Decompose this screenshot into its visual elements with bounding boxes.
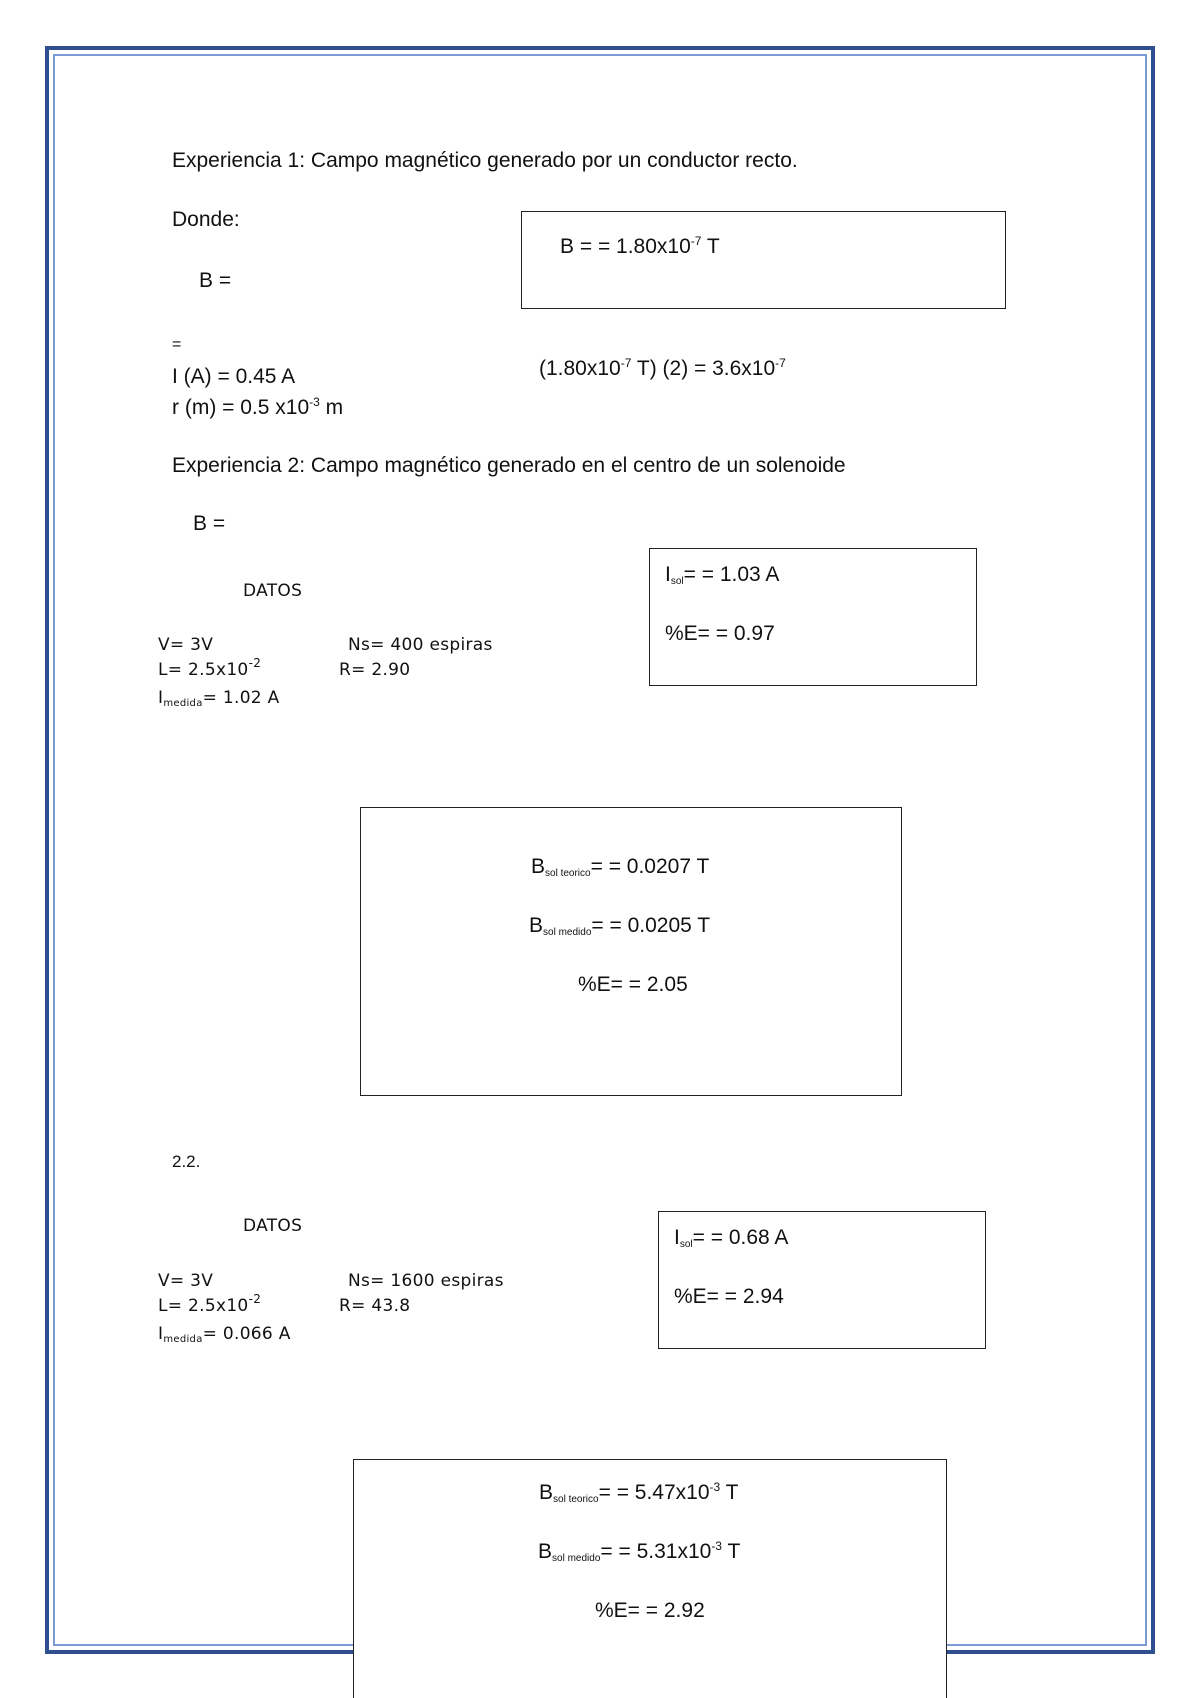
equals-sign: = <box>172 336 182 353</box>
solenoid-current-box-2 <box>658 1211 986 1349</box>
exp1-heading: Experiencia 1: Campo magnético generado por un conductor recto. <box>172 149 798 172</box>
isol-value: $I_{sol}= = 1.03$ A <box>665 563 780 587</box>
isol-error-2: %E= = 2.94 <box>674 1285 784 1308</box>
section-2-2-heading: 2.2. <box>172 1152 201 1171</box>
b-sol-error: %E= = 2.05 <box>578 973 688 996</box>
b-formula-label: B = <box>199 269 232 292</box>
result-box-exp1 <box>521 211 1006 309</box>
b-sol-teorico-2: $B_{sol teorico}= = 5.47x10^{-3}$ T <box>539 1480 739 1505</box>
datos-measured-current: $I_{medida}= 1.02$ A <box>158 688 280 709</box>
b-sol-medido: $B_{sol medido}= = 0.0205$ T <box>529 914 711 938</box>
datos-resistance-2: R= 43.8 <box>339 1296 411 1316</box>
datos-turns: Ns= 400 espiras <box>348 635 493 655</box>
calc-line: ($1.80x10^{-7}$ T) $(2) = 3.6x10^{-7}$ <box>539 356 786 380</box>
datos-length: $L= 2.5x10^{-2}$ <box>158 656 262 680</box>
datos-measured-current-2: $I_{medida}= 0.066$ A <box>158 1324 291 1345</box>
datos-length-2: $L= 2.5x10^{-2}$ <box>158 1292 262 1316</box>
b-result: B = = $1.80x10^{-7}$ T <box>560 234 720 258</box>
datos-title-2: DATOS <box>243 1216 303 1236</box>
isol-value-2: $I_{sol}= = 0.68$ A <box>674 1226 789 1250</box>
datos-voltage-2: V= 3V <box>158 1271 214 1291</box>
solenoid-field-box <box>360 807 902 1096</box>
b-formula-label-2: B = <box>193 512 226 535</box>
b-sol-error-2: %E= = 2.92 <box>595 1599 705 1622</box>
solenoid-field-box-2 <box>353 1459 947 1698</box>
current-value: I (A) = 0.45 A <box>172 365 296 388</box>
b-sol-medido-2: $B_{sol medido}= = 5.31x10^{-3}$ T <box>538 1539 741 1564</box>
datos-title: DATOS <box>243 581 303 601</box>
donde-label: Donde: <box>172 208 240 231</box>
datos-resistance: R= 2.90 <box>339 660 411 680</box>
isol-error: %E= = 0.97 <box>665 622 775 645</box>
datos-turns-2: Ns= 1600 espiras <box>348 1271 504 1291</box>
exp2-heading: Experiencia 2: Campo magnético generado en el centro de un solenoide <box>172 454 846 477</box>
solenoid-current-box <box>649 548 977 686</box>
radius-value: r (m) = 0.5 $x10^{-3}$ m <box>172 395 344 419</box>
datos-voltage: V= 3V <box>158 635 214 655</box>
b-sol-teorico: $B_{sol teorico}= = 0.0207$ T <box>531 855 710 879</box>
